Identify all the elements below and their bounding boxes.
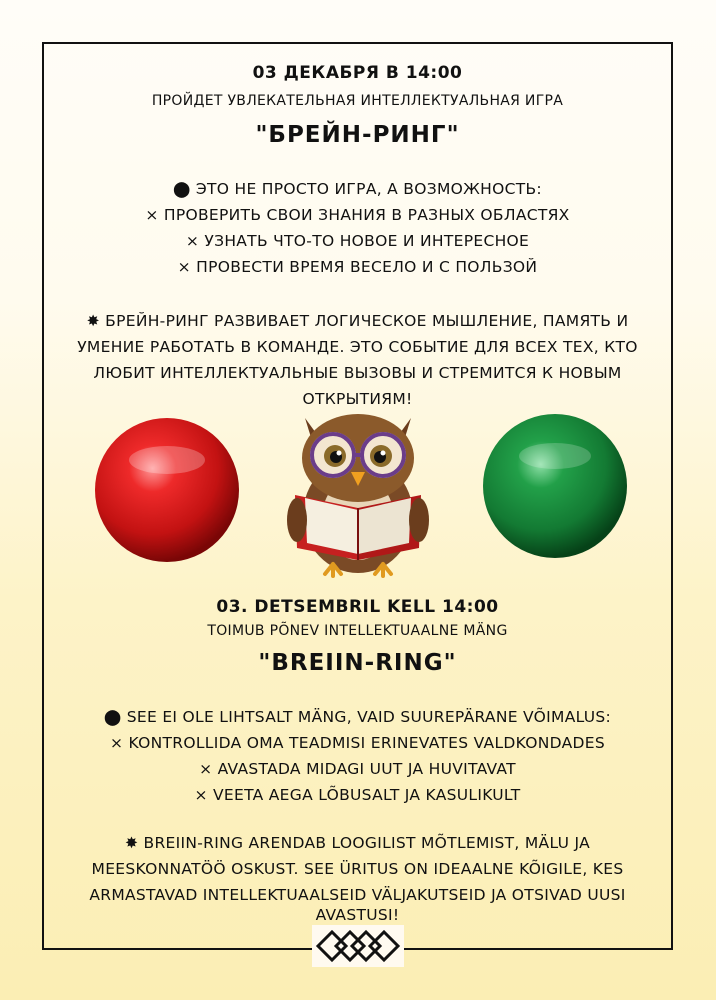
green-ball-icon bbox=[480, 411, 630, 561]
et-date: 03. DETSEMBRIL KELL 14:00 bbox=[216, 597, 499, 617]
owl-reading-book-icon bbox=[283, 400, 433, 578]
ru-bullet-2: × УЗНАТЬ ЧТО-ТО НОВОЕ И ИНТЕРЕСНОЕ bbox=[185, 232, 530, 250]
ru-bullet-3: × ПРОВЕСТИ ВРЕМЯ ВЕСЕЛО И С ПОЛЬЗОЙ bbox=[177, 258, 538, 276]
ru-desc-line-2: УМЕНИЕ РАБОТАТЬ В КОМАНДЕ. ЭТО СОБЫТИЕ ДЛЯ ВСЕХ ТЕХ, КТО bbox=[77, 338, 638, 356]
ru-date: 03 ДЕКАБРЯ В 14:00 bbox=[252, 63, 463, 83]
et-subtitle: TOIMUB PÕNEV INTELLEKTUAALNE MÄNG bbox=[207, 623, 508, 639]
diamond-knot-ornament-icon bbox=[312, 925, 404, 967]
et-desc-line-3: ARMASTAVAD INTELLEKTUAALSEID VÄLJAKUTSEID JA OTSIVAD UUSI bbox=[89, 886, 626, 904]
et-desc-line-2: MEESKONNATÖÖ OSKUST. SEE ÜRITUS ON IDEAALNE KÕIGILE, KES bbox=[91, 860, 624, 878]
et-bullet-3: × VEETA AEGA LÕBUSALT JA KASULIKULT bbox=[194, 786, 521, 804]
ru-title: "БРЕЙН-РИНГ" bbox=[255, 122, 460, 148]
et-desc-line-4: AVASTUSI! bbox=[315, 906, 400, 924]
ru-intro: ⬤ ЭТО НЕ ПРОСТО ИГРА, А ВОЗМОЖНОСТЬ: bbox=[173, 180, 542, 198]
et-desc-line-1: ✸ BREIIN-RING ARENDAB LOOGILIST MÕTLEMIST, MÄLU JA bbox=[125, 834, 590, 852]
et-bullet-1: × KONTROLLIDA OMA TEADMISI ERINEVATES VALDKONDADES bbox=[110, 734, 605, 752]
et-title: "BREIIN-RING" bbox=[258, 650, 457, 676]
ru-desc-line-4: ОТКРЫТИЯМ! bbox=[302, 390, 413, 408]
red-ball-icon bbox=[92, 415, 242, 565]
et-intro: ⬤ SEE EI OLE LIHTSALT MÄNG, VAID SUUREPÄRANE VÕIMALUS: bbox=[103, 708, 612, 726]
ru-subtitle: ПРОЙДЕТ УВЛЕКАТЕЛЬНАЯ ИНТЕЛЛЕКТУАЛЬНАЯ ИГРА bbox=[151, 93, 564, 109]
ru-desc-line-1: ✸ БРЕЙН-РИНГ РАЗВИВАЕТ ЛОГИЧЕСКОЕ МЫШЛЕНИЕ, ПАМЯТЬ И bbox=[86, 312, 629, 330]
ru-bullet-1: × ПРОВЕРИТЬ СВОИ ЗНАНИЯ В РАЗНЫХ ОБЛАСТЯХ bbox=[145, 206, 570, 224]
et-bullet-2: × AVASTADA MIDAGI UUT JA HUVITAVAT bbox=[199, 760, 516, 778]
ru-desc-line-3: ЛЮБИТ ИНТЕЛЛЕКТУАЛЬНЫЕ ВЫЗОВЫ И СТРЕМИТСЯ К НОВЫМ bbox=[93, 364, 622, 382]
